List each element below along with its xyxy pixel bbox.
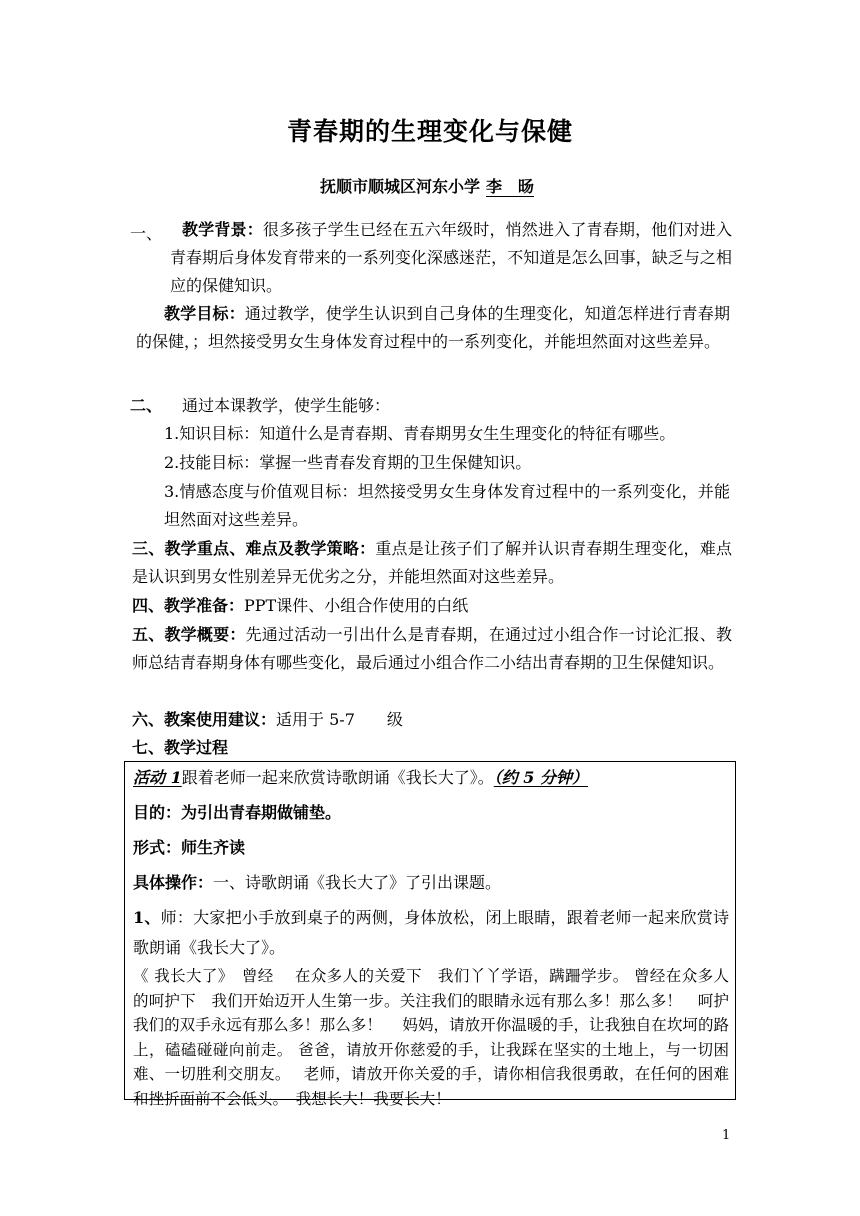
teaching-goal-label: 教学目标： xyxy=(164,304,245,323)
section-3-text: 重点是让孩子们了解并认识青春期生理变化，难点是认识到男女性别差异无优劣之分，并能坦然面对这些差异。 xyxy=(132,539,732,586)
operation-label: 具体操作： xyxy=(133,873,214,892)
activity-label: 活动 1 xyxy=(133,768,182,787)
goal-item-attitude: 3.情感态度与价值观目标：坦然接受男女生身体发育过程中的一系列变化，并能坦然面对这些差异。 xyxy=(164,482,730,529)
section-3-label: 三、教学重点、难点及教学策略： xyxy=(132,539,376,558)
section-4 xyxy=(132,592,732,620)
teaching-goal-text: 通过教学，使学生认识到自己身体的生理变化，知道怎样进行青春期的保健，；坦然接受男女生身体发育过程中的一系列变化，并能坦然面对这些差异。 xyxy=(136,304,730,351)
section-2-intro: 通过本课教学，使学生能够： xyxy=(182,396,391,415)
section-1-text: 很多孩子学生已经在五六年级时，悄然进入了青春期，他们对进入青春期后身体发育带来的一系列变化深感迷茫，不知道是怎么回事，缺乏与之相应的保健知识。 xyxy=(170,220,732,295)
document-title: 青春期的生理变化与保健 xyxy=(286,117,573,146)
activity-box xyxy=(124,761,736,1108)
section-2-number: 二、 xyxy=(130,396,163,415)
author-school: 抚顺市顺城区河东小学 xyxy=(319,177,480,196)
section-5-text: 先通过活动一引出什么是青春期，在通过过小组合作一讨论汇报、教师总结青春期身体有哪些变化，最后通过小组合作二小结出青春期的卫生保健知识。 xyxy=(132,625,732,672)
poem-text: 《 我长大了》 曾经 在众多人的关爱下 我们丫丫学语，蹒跚学步。 曾经在众多人的呵护下 我们开始迈开人生第一步。关注我们的眼睛永远有那么多！那么多！ 呵护我们的双手永远有那么多！那么多！ 妈妈，请放开你温暖的手，让我独自在坎坷的路上，磕磕碰碰向前走。 爸爸，请放开你慈爱的手，让我踩在坚实的土地上，与一切困难、一切胜利交朋友。 老师，请放开你关爱的手，请你相信我很勇敢，在任何的困难和挫折面前不会低头。 我想长大！我要长大！ xyxy=(133,967,729,1108)
page-number: 1 xyxy=(722,1128,731,1143)
section-3 xyxy=(132,535,732,591)
section-6-label: 六、教案使用建议： xyxy=(132,710,277,729)
section-7-label: 七、教学过程 xyxy=(132,738,229,757)
activity-step-1 xyxy=(133,903,729,963)
section-6-text: 适用于 5-7 级 xyxy=(276,710,403,729)
activity-form: 形式：师生齐读 xyxy=(133,838,246,857)
author-line xyxy=(0,174,860,197)
activity-time: （约 5 分钟） xyxy=(493,768,589,787)
section-1-label: 教学背景： xyxy=(182,220,263,239)
goal-item-knowledge: 1.知识目标：知道什么是青春期、青春期男女生生理变化的特征有哪些。 xyxy=(164,424,676,443)
section-5 xyxy=(132,621,732,677)
operation-text: 一、诗歌朗诵《我长大了》了引出课题。 xyxy=(213,873,502,892)
step-1-text: 师：大家把小手放到桌子的两侧，身体放松，闭上眼睛，跟着老师一起来欣赏诗歌朗诵《我长大了》。 xyxy=(133,908,729,957)
section-4-label: 四、教学准备： xyxy=(132,596,245,615)
section-1-number: 一、 xyxy=(130,224,163,243)
author-name: 李 旸 xyxy=(486,177,535,196)
step-1-label: 1、 xyxy=(133,908,161,927)
activity-heading xyxy=(133,764,729,792)
activity-text: 跟着老师一起来欣赏诗歌朗诵《我长大了》。 xyxy=(181,768,494,787)
section-4-text: PPT课件、小组合作使用的白纸 xyxy=(244,596,469,615)
goal-item-skill: 2.技能目标：掌握一些青春发育期的卫生保健知识。 xyxy=(164,453,532,472)
activity-operation xyxy=(133,869,729,897)
teaching-goal xyxy=(136,300,730,356)
section-6 xyxy=(132,706,732,734)
section-1-background xyxy=(170,216,732,300)
activity-purpose: 目的：为引出青春期做铺垫。 xyxy=(133,803,342,822)
section-5-label: 五、教学概要： xyxy=(132,625,246,644)
